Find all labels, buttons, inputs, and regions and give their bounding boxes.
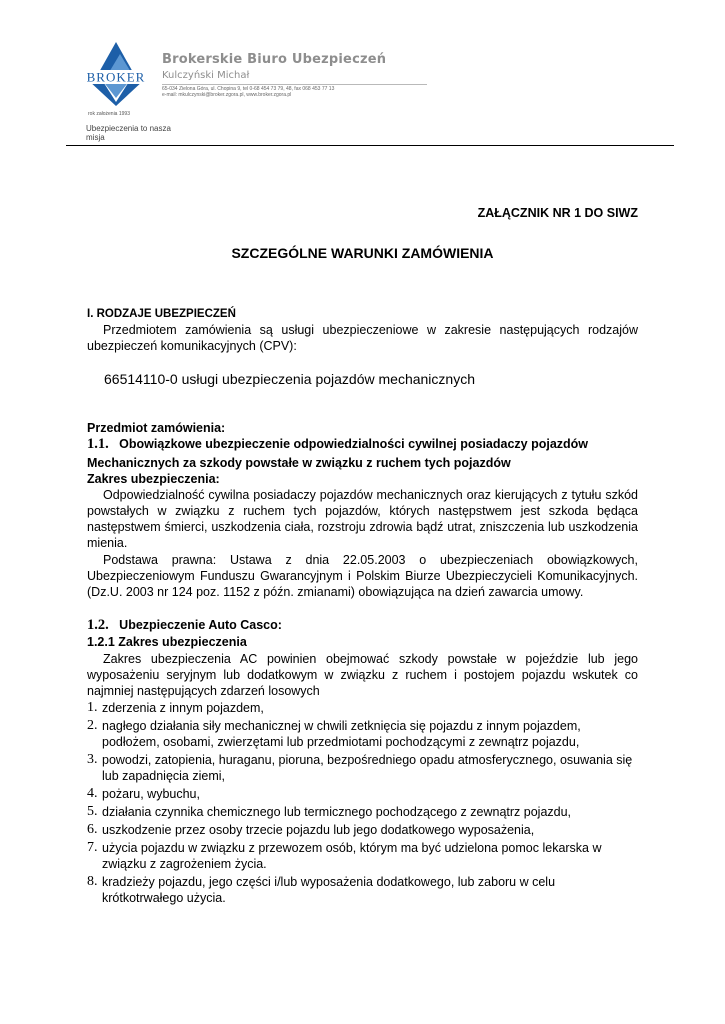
list-item: 1. zderzenia z innym pojazdem, bbox=[87, 700, 264, 715]
subject-heading: Przedmiot zamówienia: bbox=[87, 421, 226, 435]
page-title: SZCZEGÓLNE WARUNKI ZAMÓWIENIA bbox=[231, 245, 494, 261]
address-line: 65-034 Zielona Góra, ul. Chopina 9, tel 0-68 454 73 79, 48, fax 068 453 77 13 bbox=[162, 86, 335, 92]
list-item: 2. nagłego działania siły mechanicznej w chwili zetknięcia się pojazdu z innym pojazdem, podłożem, osobami, zwierzętami lub przedmiotami pochodzącymi z zewnątrz pojazdu, bbox=[87, 718, 581, 749]
cpv-code: 66514110-0 usługi ubezpieczenia pojazdów mechanicznych bbox=[104, 371, 475, 387]
events-list bbox=[87, 700, 638, 906]
firm-name: Brokerskie Biuro Ubezpieczeń bbox=[162, 52, 387, 67]
motto: Ubezpieczenia to nasza misja bbox=[86, 124, 171, 142]
attachment-label: ZAŁĄCZNIK NR 1 DO SIWZ bbox=[477, 206, 638, 220]
letterhead-rule bbox=[162, 84, 427, 85]
owner-name: Kulczyński Michał bbox=[162, 70, 250, 81]
section-heading: I. RODZAJE UBEZPIECZEŃ bbox=[87, 308, 236, 320]
list-item: 6. uszkodzenie przez osoby trzecie pojazdu lub jego dodatkowego wyposażenia, bbox=[87, 822, 535, 837]
list-item: 4. pożaru, wybuchu, bbox=[87, 786, 200, 801]
broker-logo bbox=[80, 40, 152, 108]
section-1-2-1-title: 1.2.1 Zakres ubezpieczenia bbox=[87, 635, 247, 649]
list-item: 7. użycia pojazdu w związku z przewozem osób, którym ma być udzielona pomoc lekarska w związku z zagrożeniem życia. bbox=[87, 840, 602, 871]
email-line: e-mail: mkulczynski@broker.zgora.pl, www.broker.zgora.pl bbox=[162, 92, 292, 98]
address-block bbox=[162, 86, 334, 98]
scope-label: Zakres ubezpieczenia: bbox=[87, 472, 220, 486]
scope-text: Odpowiedzialność cywilna posiadaczy pojazdów mechanicznych oraz kierujących z tytułu szkód powstałych w związku z ruchem tych pojazdów, których następstwem jest szkoda będąca następstwem śmierci, uszkodzenia ciała, rozstroju zdrowia bądź utrat, zniszczenia lub uszkodzenia mienia. bbox=[87, 488, 638, 550]
section-number: 1.2. bbox=[87, 617, 109, 633]
section-1-1-title-cont: Mechanicznych za szkody powstałe w związku z ruchem tych pojazdów bbox=[87, 456, 511, 470]
section-1-1-title: 1.1. Obowiązkowe ubezpieczenie odpowiedzialności cywilnej posiadaczy pojazdów bbox=[87, 436, 589, 452]
established-note: rok założenia 1993 bbox=[88, 111, 130, 117]
list-item: 3. powodzi, zatopienia, huraganu, pioruna, bezpośredniego opadu atmosferycznego, osuwania się lub zapadnięcia ziemi, bbox=[87, 752, 633, 783]
list-item: 5. działania czynnika chemicznego lub termicznego pochodzącego z zewnątrz pojazdu, bbox=[87, 804, 572, 819]
section-intro: Przedmiotem zamówienia są usługi ubezpieczeniowe w zakresie następujących rodzajów ubezpieczeń komunikacyjnych (CPV): bbox=[87, 323, 638, 353]
header-divider bbox=[66, 145, 674, 146]
section-1-2-title: 1.2. Ubezpieczenie Auto Casco: bbox=[87, 617, 282, 633]
legal-basis: Podstawa prawna: Ustawa z dnia 22.05.2003 o ubezpieczeniach obowiązkowych, Ubezpieczeniowym Funduszu Gwarancyjnym i Polskim Biurze Ubezpieczycieli Komunikacyjnych. (Dz.U. 2003 nr 124 poz. 1152 z późn. zmianami) obowiązująca na dzień zawarcia umowy. bbox=[87, 553, 638, 599]
svg-text:BROKER: BROKER bbox=[86, 69, 146, 85]
letterhead bbox=[80, 40, 430, 145]
section-1-2-1-text: Zakres ubezpieczenia AC powinien obejmować szkody powstałe w pojeździe lub jego wyposażeniu seryjnym lub dodatkowym w związku z ruchem i postojem pojazdu wskutek co najmniej następujących zdarzeń losowych bbox=[87, 652, 638, 698]
section-number: 1.1. bbox=[87, 436, 109, 452]
list-item: 8. kradzieży pojazdu, jego części i/lub wyposażenia dodatkowego, lub zaboru w celu krótkotrwałego użycia. bbox=[87, 874, 556, 905]
